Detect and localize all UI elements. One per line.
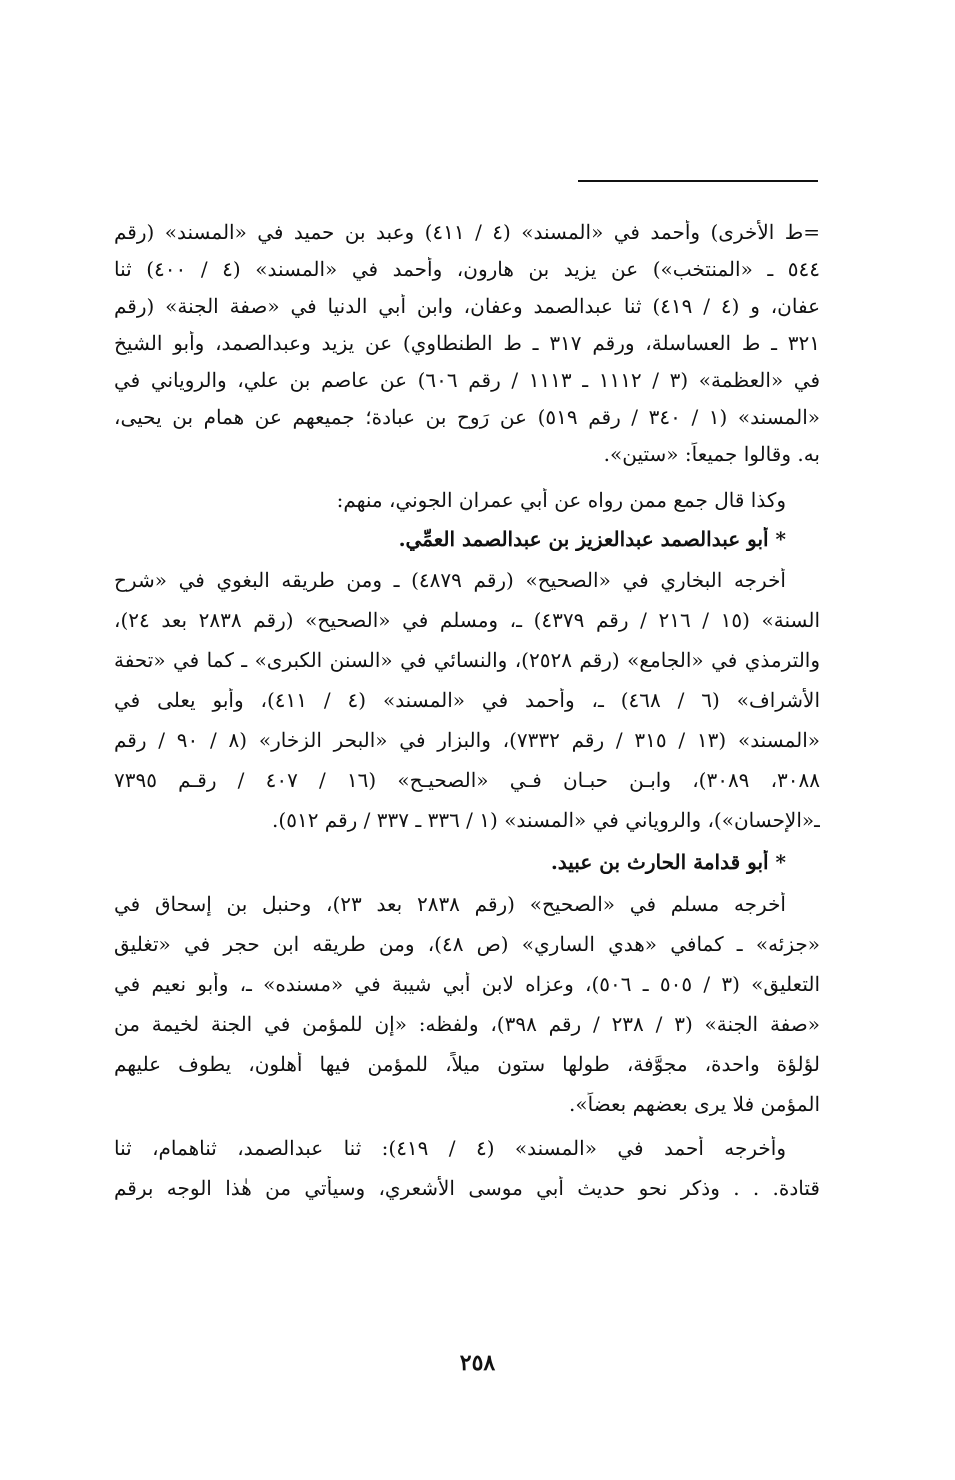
section-2-line: لؤلؤة واحدة، مجوَّفة، طولها ستون ميلاً، للمؤمن فيها أهلون، يطوف عليهم [114, 1052, 820, 1076]
section-2-line: أخرجه مسلم في «الصحيح» (رقم ٢٨٣٨ بعد ٢٣)، وحنبل بن إسحاق في [114, 892, 786, 916]
intro-paragraph: وكذا قال جمع ممن رواه عن أبي عمران الجوني، منهم: [336, 488, 786, 512]
narrator-heading-1: * أبو عبدالصمد عبدالعزيز بن عبدالصمد العمِّي. [398, 527, 786, 551]
section-3-line: قتادة. . . وذكر نحو حديث أبي موسى الأشعري، وسيأتي من هٰذا الوجه برقم [114, 1176, 820, 1200]
section-1-line: ـ«الإحسان»)، والروياني في «المسند» (١ / ٣٣٦ ـ ٣٣٧ / رقم ٥١٢). [272, 808, 820, 832]
footnote-line: في «العظمة» (٣ / ١١١٢ ـ ١١١٣ / رقم ٦٠٦) عن عاصم بن علي، والروياني في [114, 368, 820, 392]
section-1-line: والترمذي في «الجامع» (رقم ٢٥٢٨)، والنسائي في «السنن الكبرى» ـ كما في «تحفة [114, 648, 820, 672]
page-body [114, 0, 820, 1320]
footnote-line: عفان، و (٤ / ٤١٩) ثنا عبدالصمد وعفان، وابن أبي الدنيا في «صفة الجنة» (رقم [114, 294, 820, 318]
narrator-heading-2: * أبو قدامة الحارث بن عبيد. [550, 850, 786, 874]
section-1-line: «المسند» (١٣ / ٣١٥ / رقم ٧٣٣٢)، والبزار في «البحر الزخار» (٨ / ٩٠ / رقم [114, 728, 820, 752]
footnote-line: =ط الأخرى) وأحمد في «المسند» (٤ / ٤١١) وعبد بن حميد في «المسند» (رقم [114, 220, 820, 244]
footnote-line: ٥٤٤ ـ «المنتخب») عن يزيد بن هارون، وأحمد في «المسند» (٤ / ٤٠٠) ثنا [114, 257, 820, 281]
section-1-line: أخرجه البخاري في «الصحيح» (رقم ٤٨٧٩) ـ ومن طريقه البغوي في «شرح [114, 568, 786, 592]
footnote-line: ٣٢١ ـ ط العساسلة، ورقم ٣١٧ ـ ط الطنطاوي) عن يزيد وعبدالصمد، وأبو الشيخ [114, 331, 820, 355]
footnote-line: به. وقالوا جميعاً: «ستين». [603, 442, 820, 466]
section-3-line: وأخرجه أحمد في «المسند» (٤ / ٤١٩): ثنا عبدالصمد، ثناهمام، ثنا [114, 1136, 787, 1160]
section-2-line: المؤمن فلا يرى بعضهم بعضاً». [569, 1092, 820, 1116]
footnote-line: «المسند» (١ / ٣٤٠ / رقم ٥١٩) عن رَوح بن عبادة؛ جميعهم عن همام بن يحيى، [114, 405, 820, 429]
section-1-line: السنة» (١٥ / ٢١٦ / رقم ٤٣٧٩) ـ، ومسلم في «الصحيح» (رقم ٢٨٣٨ بعد ٢٤)، [114, 608, 820, 632]
section-2-line: «صفة الجنة» (٣ / ٢٣٨ / رقم ٣٩٨)، ولفظه: «إن للمؤمن في الجنة لخيمة من [114, 1012, 820, 1036]
section-2-line: «جزئه» ـ كمافي «هدي الساري» (ص ٤٨)، ومن طريقه ابن حجر في «تغليق [114, 932, 820, 956]
section-2-line: التعليق» (٣ / ٥٠٥ ـ ٥٠٦)، وعزاه لابن أبي شيبة في «مسنده» ـ، وأبو نعيم في [114, 972, 820, 996]
section-1-line: ٣٠٨٨، ٣٠٨٩)، وابـن حبـان فـي «الصحيـح» (١٦ / ٤٠٧ / رقـم ٧٣٩٥ [114, 768, 820, 792]
section-1-line: الأشراف» (٦ / ٤٦٨) ـ، وأحمد في «المسند» (٤ / ٤١١)، وأبو يعلى في [114, 688, 820, 712]
page-number: ٢٥٨ [459, 1350, 496, 1376]
